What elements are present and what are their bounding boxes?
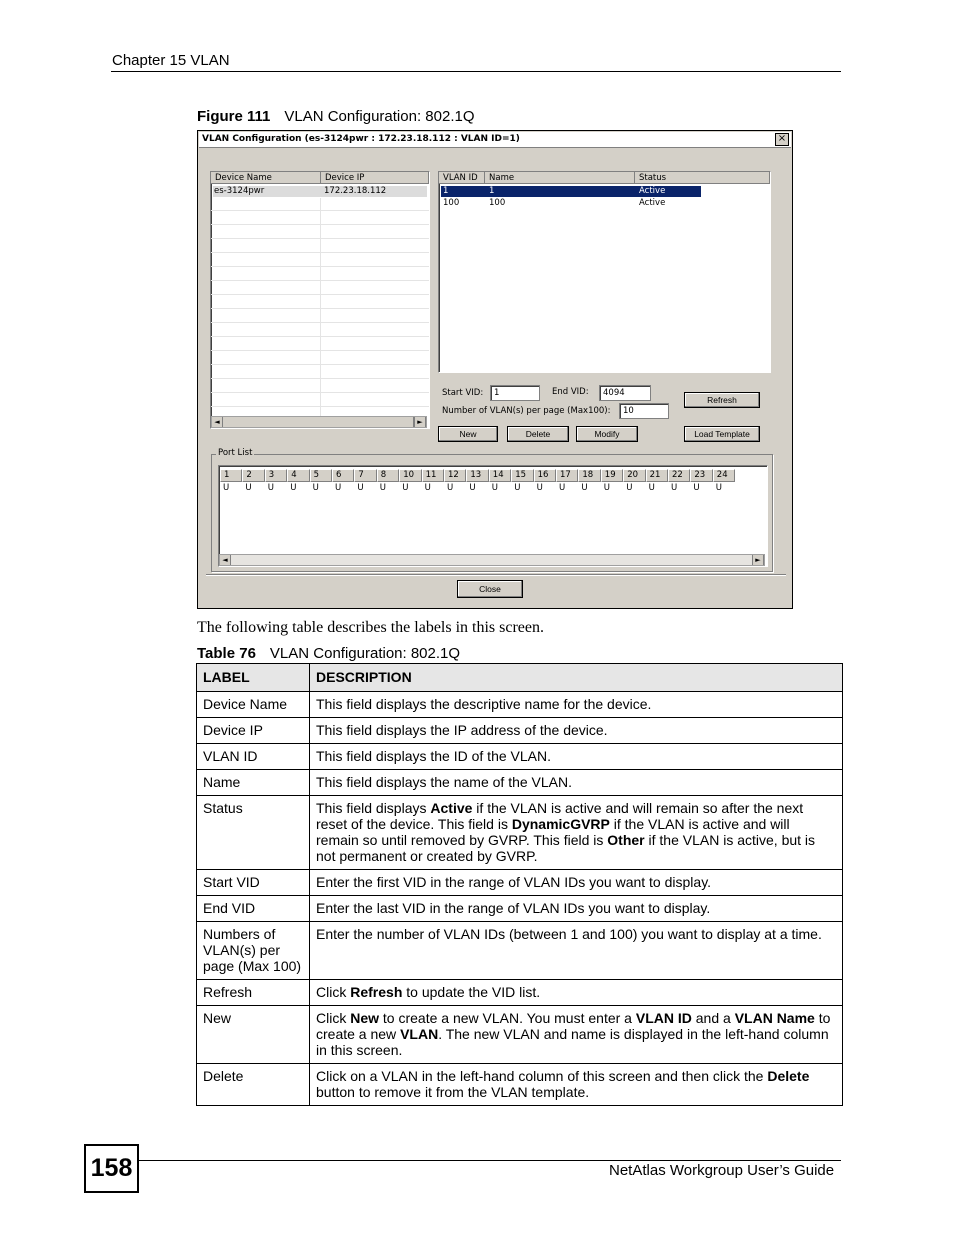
row-label: Delete [197,1064,310,1106]
vlan-id-cell[interactable]: 100 [443,198,460,208]
figure-caption [197,108,475,125]
row-label: Refresh [197,980,310,1006]
grid-line [211,266,429,267]
port-column-header[interactable]: 20 [623,469,645,482]
device-ip-column-header[interactable]: Device IP [321,172,429,184]
port-column-header[interactable]: 19 [601,469,623,482]
table-row [197,718,843,744]
row-description: This field displays the ID of the VLAN. [310,744,843,770]
start-vid-label: Start VID: [442,388,484,398]
row-description: This field displays Active if the VLAN is active and will remain so after the next reset of the device. This field is DynamicGVRP if the VLAN is active and will remain so until removed by GVRP. This field is Other if the VLAN is active, but is not permanent or created by GVRP. [310,796,843,870]
vlan-status-column-header[interactable]: Status [635,172,770,184]
row-label: Name [197,770,310,796]
port-column-header[interactable]: 7 [354,469,376,482]
row-label: VLAN ID [197,744,310,770]
vlan-name-column-header[interactable]: Name [485,172,635,184]
grid-line [211,294,429,295]
port-list-hscrollbar[interactable] [219,554,765,566]
grid-line [211,378,429,379]
port-tag-value[interactable]: U [223,483,230,493]
port-tag-value[interactable]: U [402,483,409,493]
port-tag-value[interactable]: U [469,483,476,493]
row-description: Enter the number of VLAN IDs (between 1 and 100) you want to display at a time. [310,922,843,980]
port-column-header[interactable]: 21 [646,469,668,482]
row-description: This field displays the IP address of the device. [310,718,843,744]
port-tag-value[interactable]: U [581,483,588,493]
chapter-header: Chapter 15 VLAN [112,52,230,69]
device-list[interactable] [210,171,430,429]
port-tag-value[interactable]: U [491,483,499,493]
scroll-left-icon[interactable]: ◄ [220,555,231,565]
table-row [197,692,843,718]
row-label: Device IP [197,718,310,744]
figure-number: Figure 111 [197,108,271,125]
port-tag-value[interactable]: U [648,483,655,493]
label-column-header: LABEL [197,664,310,692]
table-row [197,796,843,870]
grid-line [211,392,429,393]
table-row [197,896,843,922]
grid-line [211,224,429,225]
table-number: Table 76 [197,645,256,662]
port-tag-value[interactable]: U [357,483,364,493]
row-label: Start VID [197,870,310,896]
row-description: This field displays the descriptive name for the device. [310,692,843,718]
row-description: Click New to create a new VLAN. You must enter a VLAN ID and a VLAN Name to create a new VLAN. The new VLAN and name is displayed in the left-hand column in this screen. [310,1006,843,1064]
grid-line [211,336,429,337]
port-column-header[interactable]: 10 [399,469,421,482]
device-name-column-header[interactable]: Device Name [211,172,321,184]
close-icon[interactable]: × [775,133,789,146]
port-column-header[interactable]: 11 [422,469,444,482]
table-row [197,770,843,796]
row-description: Enter the first VID in the range of VLAN IDs you want to display. [310,870,843,896]
port-column-header[interactable]: 8 [377,469,399,482]
port-column-header[interactable]: 18 [578,469,600,482]
modify-button[interactable]: Modify [576,426,638,442]
row-description: Click Refresh to update the VID list. [310,980,843,1006]
refresh-button[interactable]: Refresh [684,392,760,408]
port-column-header[interactable]: 16 [534,469,556,482]
vlans-per-page-input[interactable]: 10 [619,403,669,419]
scroll-right-icon[interactable]: ► [414,417,426,427]
start-vid-input[interactable]: 1 [490,385,540,401]
device-list-hscrollbar[interactable] [211,416,427,428]
table-header-row [197,664,843,692]
grid-line [211,406,429,407]
port-column-header[interactable]: 22 [668,469,690,482]
page-number: 158 [84,1144,139,1193]
close-button[interactable]: Close [457,580,523,598]
port-tag-value[interactable]: U [312,483,319,493]
delete-button[interactable]: Delete [507,426,569,442]
row-label: Device Name [197,692,310,718]
guide-title: NetAtlas Workgroup User’s Guide [609,1162,835,1179]
port-tag-value[interactable]: U [447,483,454,493]
port-column-header[interactable]: 12 [444,469,466,482]
port-tag-value[interactable]: U [379,483,387,493]
description-column-header: DESCRIPTION [310,664,843,692]
vlan-id-cell: 1 [443,186,449,196]
end-vid-input[interactable]: 4094 [599,385,651,401]
figure-title: VLAN Configuration: 802.1Q [284,108,475,125]
port-column-header[interactable]: 13 [466,469,488,482]
port-list-label: Port List [218,448,253,458]
port-column-header[interactable]: 6 [332,469,354,482]
device-name-cell: es-3124pwr [214,186,265,196]
port-column-header[interactable]: 2 [242,469,264,482]
grid-line [211,238,429,239]
table-row [197,922,843,980]
scroll-right-icon[interactable]: ► [752,555,764,565]
row-description: Click on a VLAN in the left-hand column of this screen and then click the Delete button to remove it from the VLAN template. [310,1064,843,1106]
grid-line [211,210,429,211]
row-description: Enter the last VID in the range of VLAN IDs you want to display. [310,896,843,922]
vlan-list[interactable] [438,171,771,373]
port-tag-value[interactable]: U [603,483,611,493]
grid-line [211,322,429,323]
vlan-name-cell[interactable]: 100 [489,198,506,208]
vlan-status-cell[interactable]: Active [639,198,666,208]
port-column-header[interactable]: 23 [690,469,712,482]
port-tag-value[interactable]: U [626,483,633,493]
scroll-thumb[interactable] [223,417,414,427]
port-tag-value[interactable]: U [290,483,297,493]
grid-line [211,308,429,309]
port-column-header[interactable]: 4 [287,469,309,482]
new-button[interactable]: New [438,426,498,442]
port-column-header[interactable]: 24 [713,469,735,482]
grid-line [211,280,429,281]
table-row [197,870,843,896]
port-column-header[interactable]: 5 [310,469,332,482]
device-ip-cell: 172.23.18.112 [324,186,387,196]
vlan-name-cell: 1 [489,186,495,196]
port-column-header[interactable]: 3 [265,469,287,482]
table-title: VLAN Configuration: 802.1Q [269,645,461,662]
port-tag-value[interactable]: U [559,483,566,493]
port-tag-value[interactable]: U [267,483,275,493]
port-column-header[interactable]: 15 [511,469,533,482]
row-label: Status [197,796,310,870]
vlans-per-page-label: Number of VLAN(s) per page (Max100): [442,406,611,416]
port-tag-value[interactable]: U [715,483,723,493]
grid-line [211,350,429,351]
port-tag-value[interactable]: U [536,483,543,493]
port-tag-value[interactable]: U [693,483,700,493]
row-description: This field displays the name of the VLAN. [310,770,843,796]
port-tag-value[interactable]: U [335,483,342,493]
port-tag-value[interactable]: U [671,483,678,493]
dialog-separator [206,574,786,576]
port-tag-value[interactable]: U [245,483,252,493]
table-row [197,980,843,1006]
header-rule [111,71,841,72]
load-template-button[interactable]: Load Template [684,426,760,442]
row-label: New [197,1006,310,1064]
table-row [197,1006,843,1064]
table-row [197,744,843,770]
port-column-header[interactable]: 14 [489,469,511,482]
grid-line [211,364,429,365]
scroll-left-icon[interactable]: ◄ [212,417,223,427]
port-tag-value[interactable]: U [424,483,431,493]
dialog-title-bar [199,132,791,148]
dialog-title: VLAN Configuration (es-3124pwr : 172.23.18.112 : VLAN ID=1) [202,134,520,144]
label-description-table [196,663,843,1106]
vlan-id-column-header[interactable]: VLAN ID [439,172,485,184]
vlan-configuration-dialog [197,130,793,609]
table-caption [197,645,460,662]
port-tag-value[interactable]: U [514,483,521,493]
end-vid-label: End VID: [552,387,589,397]
footer-rule [139,1160,841,1161]
table-row [197,1064,843,1106]
row-label: End VID [197,896,310,922]
intro-paragraph: The following table describes the labels in this screen. [197,619,545,636]
row-label: Numbers of VLAN(s) per page (Max 100) [197,922,310,980]
port-column-header[interactable]: 17 [556,469,578,482]
port-column-header[interactable]: 1 [220,469,242,482]
vlan-status-cell: Active [639,186,666,196]
grid-line [211,252,429,253]
